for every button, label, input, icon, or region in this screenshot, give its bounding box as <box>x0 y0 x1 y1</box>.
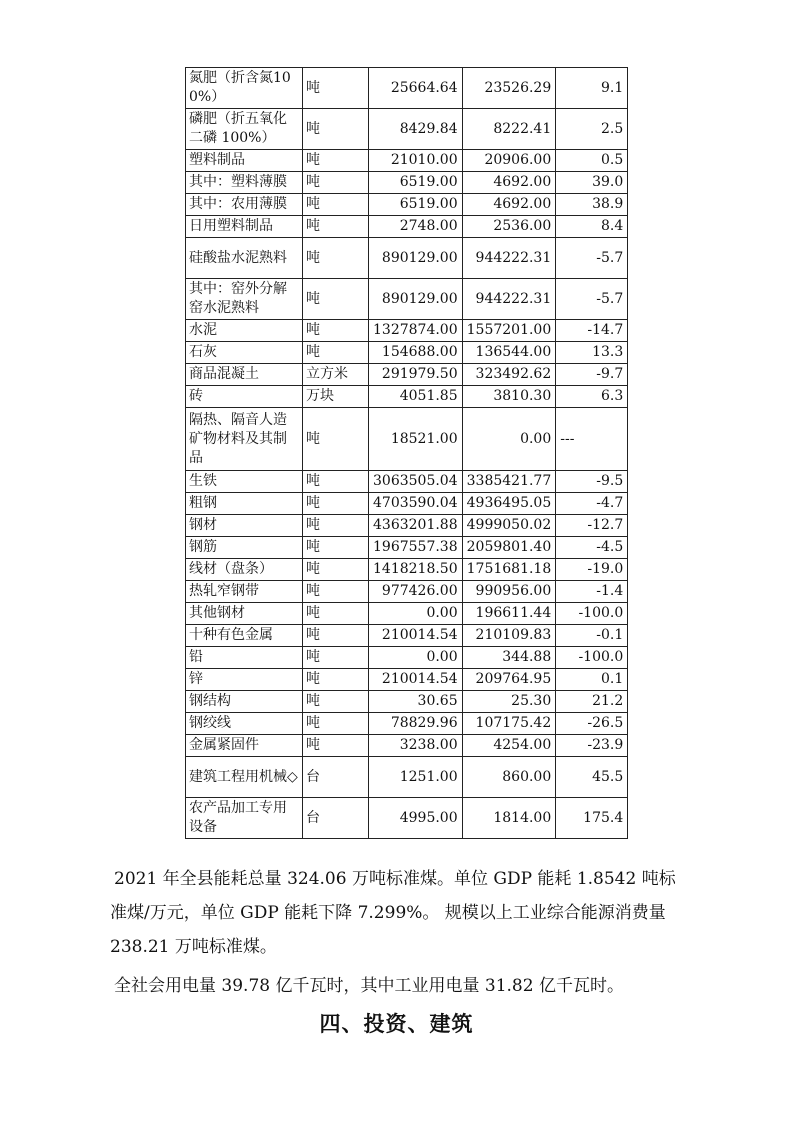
value-2021-cell: 30.65 <box>369 691 463 713</box>
value-2020-cell: 1814.00 <box>462 798 556 839</box>
value-2020-cell: 23526.29 <box>462 68 556 109</box>
value-2020-cell: 344.88 <box>462 647 556 669</box>
growth-rate-cell: 45.5 <box>556 757 628 798</box>
growth-rate-cell: -100.0 <box>556 647 628 669</box>
unit-cell: 吨 <box>303 408 369 471</box>
table-row <box>186 238 628 279</box>
growth-rate-cell: 0.1 <box>556 669 628 691</box>
value-2021-cell: 210014.54 <box>369 669 463 691</box>
value-2021-cell: 78829.96 <box>369 713 463 735</box>
growth-rate-cell: -100.0 <box>556 603 628 625</box>
product-name-cell: 其他钢材 <box>186 603 303 625</box>
value-2020-cell: 4999050.02 <box>462 515 556 537</box>
value-2021-cell: 0.00 <box>369 647 463 669</box>
value-2020-cell: 4692.00 <box>462 194 556 216</box>
value-2021-cell: 1967557.38 <box>369 537 463 559</box>
growth-rate-cell: 175.4 <box>556 798 628 839</box>
growth-rate-cell: -1.4 <box>556 581 628 603</box>
value-2021-cell: 4363201.88 <box>369 515 463 537</box>
value-2021-cell: 8429.84 <box>369 109 463 150</box>
unit-cell: 吨 <box>303 109 369 150</box>
table-row <box>186 559 628 581</box>
table-row <box>186 279 628 320</box>
energy-line-1: 2021 年全县能耗总量 324.06 万吨标准煤。单位 GDP 能耗 1.8542 吨标 <box>114 869 676 889</box>
value-2021-cell: 0.00 <box>369 603 463 625</box>
unit-cell: 吨 <box>303 194 369 216</box>
table-row <box>186 320 628 342</box>
unit-cell: 吨 <box>303 238 369 279</box>
growth-rate-cell: 6.3 <box>556 386 628 408</box>
growth-rate-cell: -23.9 <box>556 735 628 757</box>
table-row <box>186 172 628 194</box>
growth-rate-cell: -14.7 <box>556 320 628 342</box>
table-body <box>186 68 628 839</box>
growth-rate-cell: --- <box>556 408 628 471</box>
value-2020-cell: 990956.00 <box>462 581 556 603</box>
table-row <box>186 581 628 603</box>
growth-rate-cell: 2.5 <box>556 109 628 150</box>
product-name-cell: 钢绞线 <box>186 713 303 735</box>
product-name-cell: 金属紧固件 <box>186 735 303 757</box>
value-2021-cell: 890129.00 <box>369 238 463 279</box>
unit-cell: 吨 <box>303 537 369 559</box>
value-2020-cell: 2059801.40 <box>462 537 556 559</box>
product-name-cell: 生铁 <box>186 471 303 493</box>
product-name-cell: 锌 <box>186 669 303 691</box>
unit-cell: 吨 <box>303 713 369 735</box>
table-row <box>186 342 628 364</box>
table-row <box>186 386 628 408</box>
product-name-cell: 线材（盘条） <box>186 559 303 581</box>
table-row <box>186 194 628 216</box>
table-row <box>186 647 628 669</box>
value-2020-cell: 0.00 <box>462 408 556 471</box>
table-row <box>186 798 628 839</box>
value-2021-cell: 1418218.50 <box>369 559 463 581</box>
product-name-cell: 隔热、隔音人造矿物材料及其制品 <box>186 408 303 471</box>
value-2020-cell: 944222.31 <box>462 279 556 320</box>
product-name-cell: 其中：窑外分解窑水泥熟料 <box>186 279 303 320</box>
value-2020-cell: 196611.44 <box>462 603 556 625</box>
value-2021-cell: 18521.00 <box>369 408 463 471</box>
value-2020-cell: 4254.00 <box>462 735 556 757</box>
growth-rate-cell: -9.5 <box>556 471 628 493</box>
value-2020-cell: 944222.31 <box>462 238 556 279</box>
growth-rate-cell: -5.7 <box>556 238 628 279</box>
unit-cell: 吨 <box>303 515 369 537</box>
value-2021-cell: 4995.00 <box>369 798 463 839</box>
value-2021-cell: 25664.64 <box>369 68 463 109</box>
table-row <box>186 471 628 493</box>
value-2020-cell: 3810.30 <box>462 386 556 408</box>
unit-cell: 台 <box>303 798 369 839</box>
unit-cell: 吨 <box>303 735 369 757</box>
table-row <box>186 515 628 537</box>
value-2020-cell: 323492.62 <box>462 364 556 386</box>
value-2021-cell: 154688.00 <box>369 342 463 364</box>
unit-cell: 吨 <box>303 603 369 625</box>
electricity-paragraph <box>112 969 720 1003</box>
value-2020-cell: 25.30 <box>462 691 556 713</box>
table-row <box>186 150 628 172</box>
growth-rate-cell: 0.5 <box>556 150 628 172</box>
growth-rate-cell: -4.5 <box>556 537 628 559</box>
value-2021-cell: 1327874.00 <box>369 320 463 342</box>
product-name-cell: 农产品加工专用设备 <box>186 798 303 839</box>
product-name-cell: 其中：农用薄膜 <box>186 194 303 216</box>
product-name-cell: 塑料制品 <box>186 150 303 172</box>
value-2020-cell: 20906.00 <box>462 150 556 172</box>
value-2021-cell: 21010.00 <box>369 150 463 172</box>
value-2021-cell: 890129.00 <box>369 279 463 320</box>
unit-cell: 吨 <box>303 471 369 493</box>
growth-rate-cell: -0.1 <box>556 625 628 647</box>
value-2021-cell: 4051.85 <box>369 386 463 408</box>
growth-rate-cell: 39.0 <box>556 172 628 194</box>
product-name-cell: 水泥 <box>186 320 303 342</box>
growth-rate-cell: 13.3 <box>556 342 628 364</box>
unit-cell: 吨 <box>303 669 369 691</box>
growth-rate-cell: 8.4 <box>556 216 628 238</box>
unit-cell: 吨 <box>303 279 369 320</box>
table-row <box>186 109 628 150</box>
product-name-cell: 商品混凝土 <box>186 364 303 386</box>
unit-cell: 吨 <box>303 625 369 647</box>
product-name-cell: 磷肥（折五氧化二磷 100%） <box>186 109 303 150</box>
unit-cell: 台 <box>303 757 369 798</box>
value-2021-cell: 3063505.04 <box>369 471 463 493</box>
unit-cell: 吨 <box>303 68 369 109</box>
table-row <box>186 713 628 735</box>
growth-rate-cell: -26.5 <box>556 713 628 735</box>
unit-cell: 吨 <box>303 172 369 194</box>
unit-cell: 吨 <box>303 691 369 713</box>
value-2021-cell: 210014.54 <box>369 625 463 647</box>
growth-rate-cell: -5.7 <box>556 279 628 320</box>
growth-rate-cell: -9.7 <box>556 364 628 386</box>
energy-paragraph <box>112 862 720 964</box>
electricity-line: 全社会用电量 39.78 亿千瓦时，其中工业用电量 31.82 亿千瓦时。 <box>114 976 624 996</box>
value-2020-cell: 136544.00 <box>462 342 556 364</box>
unit-cell: 万块 <box>303 386 369 408</box>
product-name-cell: 钢材 <box>186 515 303 537</box>
section-heading: 四、投资、建筑 <box>319 1012 474 1036</box>
value-2020-cell: 860.00 <box>462 757 556 798</box>
product-name-cell: 建筑工程用机械◇ <box>186 757 303 798</box>
unit-cell: 吨 <box>303 150 369 172</box>
growth-rate-cell: 38.9 <box>556 194 628 216</box>
table-row <box>186 493 628 515</box>
value-2020-cell: 4936495.05 <box>462 493 556 515</box>
value-2020-cell: 210109.83 <box>462 625 556 647</box>
table-row <box>186 603 628 625</box>
table-row <box>186 537 628 559</box>
product-name-cell: 日用塑料制品 <box>186 216 303 238</box>
value-2021-cell: 6519.00 <box>369 194 463 216</box>
unit-cell: 吨 <box>303 216 369 238</box>
unit-cell: 吨 <box>303 647 369 669</box>
value-2020-cell: 1751681.18 <box>462 559 556 581</box>
value-2020-cell: 8222.41 <box>462 109 556 150</box>
table-row <box>186 216 628 238</box>
table-row <box>186 364 628 386</box>
product-name-cell: 钢结构 <box>186 691 303 713</box>
product-name-cell: 热轧窄钢带 <box>186 581 303 603</box>
value-2021-cell: 2748.00 <box>369 216 463 238</box>
product-name-cell: 石灰 <box>186 342 303 364</box>
unit-cell: 吨 <box>303 559 369 581</box>
growth-rate-cell: -4.7 <box>556 493 628 515</box>
value-2021-cell: 291979.50 <box>369 364 463 386</box>
table-row <box>186 68 628 109</box>
value-2021-cell: 3238.00 <box>369 735 463 757</box>
table-row <box>186 735 628 757</box>
table-row <box>186 408 628 471</box>
product-name-cell: 十种有色金属 <box>186 625 303 647</box>
product-name-cell: 硅酸盐水泥熟料 <box>186 238 303 279</box>
table-row <box>186 625 628 647</box>
table-row <box>186 669 628 691</box>
energy-line-2: 准煤/万元，单位 GDP 能耗下降 7.299%。 规模以上工业综合能源消费量 <box>110 903 666 923</box>
value-2021-cell: 977426.00 <box>369 581 463 603</box>
growth-rate-cell: -19.0 <box>556 559 628 581</box>
value-2020-cell: 1557201.00 <box>462 320 556 342</box>
product-name-cell: 砖 <box>186 386 303 408</box>
value-2020-cell: 209764.95 <box>462 669 556 691</box>
product-name-cell: 铅 <box>186 647 303 669</box>
value-2021-cell: 6519.00 <box>369 172 463 194</box>
unit-cell: 吨 <box>303 581 369 603</box>
value-2020-cell: 107175.42 <box>462 713 556 735</box>
energy-line-3: 238.21 万吨标准煤。 <box>110 937 277 957</box>
value-2021-cell: 4703590.04 <box>369 493 463 515</box>
product-name-cell: 粗钢 <box>186 493 303 515</box>
unit-cell: 吨 <box>303 493 369 515</box>
product-name-cell: 氮肥（折含氮100%） <box>186 68 303 109</box>
product-name-cell: 钢筋 <box>186 537 303 559</box>
growth-rate-cell: -12.7 <box>556 515 628 537</box>
value-2020-cell: 4692.00 <box>462 172 556 194</box>
unit-cell: 吨 <box>303 342 369 364</box>
unit-cell: 立方米 <box>303 364 369 386</box>
value-2020-cell: 3385421.77 <box>462 471 556 493</box>
value-2020-cell: 2536.00 <box>462 216 556 238</box>
table-row <box>186 757 628 798</box>
value-2021-cell: 1251.00 <box>369 757 463 798</box>
product-output-table <box>185 67 628 839</box>
unit-cell: 吨 <box>303 320 369 342</box>
growth-rate-cell: 9.1 <box>556 68 628 109</box>
growth-rate-cell: 21.2 <box>556 691 628 713</box>
table-row <box>186 691 628 713</box>
product-name-cell: 其中：塑料薄膜 <box>186 172 303 194</box>
